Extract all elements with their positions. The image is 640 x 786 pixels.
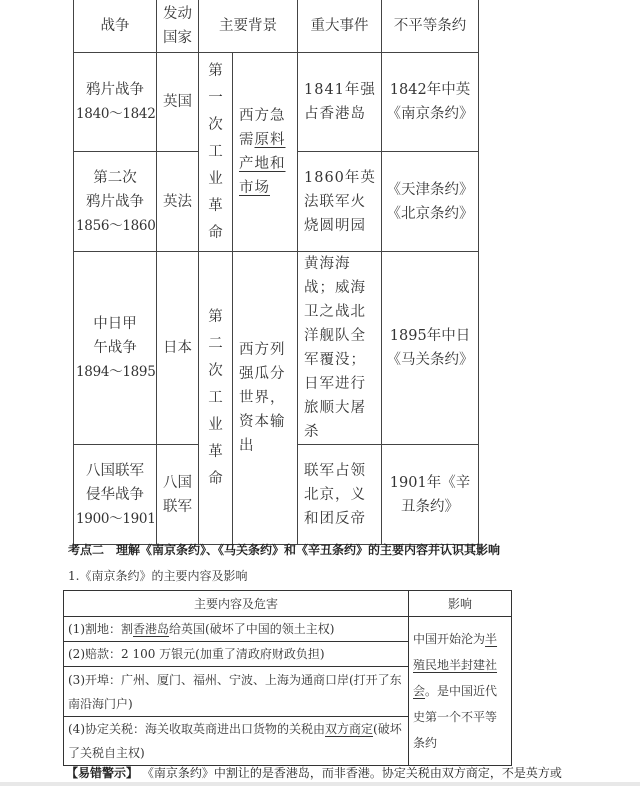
header-war: 战争 — [74, 0, 157, 53]
cause-cell: 西方列强瓜分世界，资本输出 — [233, 252, 298, 545]
event-cell: 联军占领北京，义和团反帝 — [298, 445, 382, 545]
table-row — [74, 252, 479, 445]
table-header-row — [74, 0, 479, 53]
content-cell: (4)协定关税：海关收取英商进出口货物的关税由双方商定(破坏了关税自主权) — [64, 717, 409, 766]
header-background: 主要背景 — [199, 0, 298, 53]
section-heading: 考点二 理解《南京条约》、《马关条约》和《辛丑条约》的主要内容并认识其影响 — [68, 543, 501, 557]
war-cell: 第二次 鸦片战争 1856～1860 — [74, 152, 157, 252]
country-cell: 英法 — [157, 152, 199, 252]
content-cell: (3)开埠：广州、厦门、福州、宁波、上海为通商口岸(打开了东南沿海门户) — [64, 667, 409, 717]
warning-note — [66, 764, 562, 781]
header-content: 主要内容及危害 — [64, 591, 409, 617]
treaty-cell: 1842年中英《南京条约》 — [382, 53, 479, 152]
table-row — [74, 53, 479, 152]
wars-table — [73, 0, 479, 545]
war-cell: 鸦片战争 1840～1842 — [74, 53, 157, 152]
table-row — [64, 617, 512, 642]
table-header-row — [64, 591, 512, 617]
treaty-cell: 1895年中日《马关条约》 — [382, 252, 479, 445]
impact-cell: 中国开始沦为半殖民地半封建社会。是中国近代史第一个不平等条约 — [409, 617, 512, 766]
header-treaty: 不平等条约 — [382, 0, 479, 53]
treaty-cell: 1901年《辛丑条约》 — [382, 445, 479, 545]
treaty-cell: 《天津条约》 《北京条约》 — [382, 152, 479, 252]
country-cell: 八国联军 — [157, 445, 199, 545]
content-cell: (1)割地：割香港岛给英国(破坏了中国的领土主权) — [64, 617, 409, 642]
event-cell: 1841年强占香港岛 — [298, 53, 382, 152]
nanjing-treaty-table — [63, 590, 512, 766]
country-cell: 英国 — [157, 53, 199, 152]
war-cell: 八国联军 侵华战争 1900～1901 — [74, 445, 157, 545]
revolution-cell: 第一次工业革命 — [199, 53, 233, 252]
warning-label: 【易错警示】 — [66, 766, 139, 780]
bottom-divider — [0, 782, 640, 786]
country-cell: 日本 — [157, 252, 199, 445]
warning-text: 《南京条约》中割让的是香港岛，而非香港。协定关税由双方商定，不是英方或 — [141, 766, 562, 780]
event-cell: 1860年英法联军火烧圆明园 — [298, 152, 382, 252]
header-impact: 影响 — [409, 591, 512, 617]
header-event: 重大事件 — [298, 0, 382, 53]
header-country: 发动国家 — [157, 0, 199, 53]
war-cell: 中日甲 午战争 1894～1895 — [74, 252, 157, 445]
section-subheading: 1.《南京条约》的主要内容及影响 — [68, 569, 248, 583]
cause-cell: 西方急需原料产地和市场 — [233, 53, 298, 252]
content-cell: (2)赔款：2 100 万银元(加重了清政府财政负担) — [64, 642, 409, 667]
revolution-cell: 第二次工业革命 — [199, 252, 233, 545]
event-cell: 黄海海战；威海卫之战北洋舰队全军覆没；日军进行旅顺大屠杀 — [298, 252, 382, 445]
